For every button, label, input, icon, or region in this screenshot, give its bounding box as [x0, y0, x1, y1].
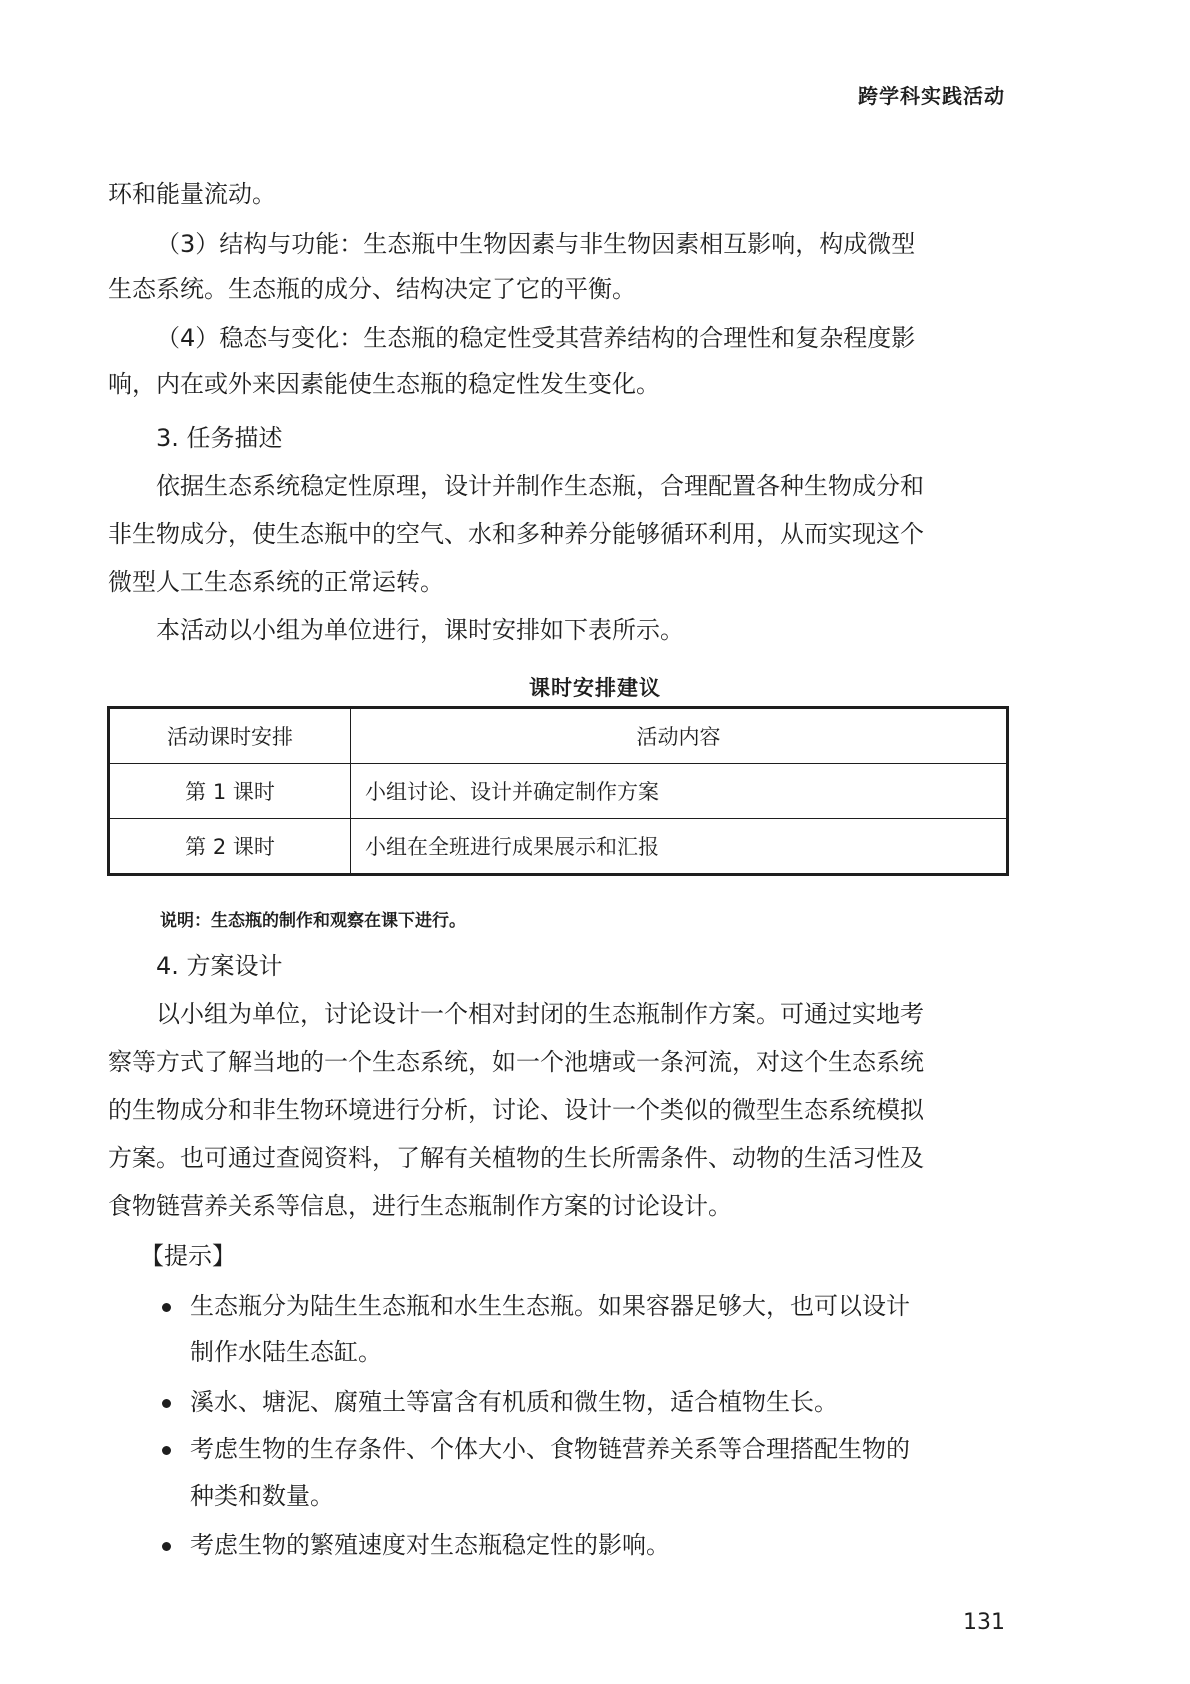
tip-item-line: 生态瓶分为陆生生态瓶和水生生态瓶。如果容器足够大，也可以设计 [190, 1292, 910, 1320]
body-line: 察等方式了解当地的一个生态系统，如一个池塘或一条河流，对这个生态系统 [108, 1048, 924, 1076]
table-caption: 课时安排建议 [529, 676, 661, 700]
table-cell: 第 2 课时 [109, 819, 351, 875]
table-cell: 小组讨论、设计并确定制作方案 [351, 764, 1008, 819]
table-cell: 小组在全班进行成果展示和汇报 [351, 819, 1008, 875]
table-header-cell: 活动内容 [351, 708, 1008, 764]
body-line: 本活动以小组为单位进行，课时安排如下表所示。 [156, 616, 684, 644]
body-line: 食物链营养关系等信息，进行生态瓶制作方案的讨论设计。 [108, 1192, 732, 1220]
running-header-title: 跨学科实践活动 [858, 84, 1005, 108]
bullet-icon [162, 1446, 171, 1455]
body-line: 微型人工生态系统的正常运转。 [108, 568, 444, 596]
body-line: （4）稳态与变化：生态瓶的稳定性受其营养结构的合理性和复杂程度影 [156, 324, 916, 352]
tip-item-line: 考虑生物的繁殖速度对生态瓶稳定性的影响。 [190, 1531, 670, 1559]
body-line: 的生物成分和非生物环境进行分析，讨论、设计一个类似的微型生态系统模拟 [108, 1096, 924, 1124]
tip-item-line: 种类和数量。 [190, 1482, 334, 1510]
bullet-icon [162, 1542, 171, 1551]
tip-item-line: 制作水陆生态缸。 [190, 1338, 382, 1366]
table-header-row [109, 708, 1008, 764]
tip-item-line: 溪水、塘泥、腐殖土等富含有机质和微生物，适合植物生长。 [190, 1388, 838, 1416]
table-header-cell: 活动课时安排 [109, 708, 351, 764]
table-note: 说明：生态瓶的制作和观察在课下进行。 [160, 911, 466, 931]
schedule-table [107, 706, 1009, 876]
body-line: 环和能量流动。 [108, 180, 276, 208]
tip-item-line: 考虑生物的生存条件、个体大小、食物链营养关系等合理搭配生物的 [190, 1435, 910, 1463]
section-heading-task-description: 3. 任务描述 [156, 424, 283, 452]
table-row [109, 819, 1008, 875]
bullet-icon [162, 1399, 171, 1408]
table-cell: 第 1 课时 [109, 764, 351, 819]
tip-label: 【提示】 [140, 1242, 236, 1270]
page-number: 131 [963, 1610, 1005, 1635]
body-line: 响，内在或外来因素能使生态瓶的稳定性发生变化。 [108, 370, 660, 398]
body-line: 非生物成分，使生态瓶中的空气、水和多种养分能够循环利用，从而实现这个 [108, 520, 924, 548]
bullet-icon [162, 1303, 171, 1312]
body-line: 依据生态系统稳定性原理，设计并制作生态瓶，合理配置各种生物成分和 [156, 472, 924, 500]
section-heading-plan-design: 4. 方案设计 [156, 952, 283, 980]
body-line: 生态系统。生态瓶的成分、结构决定了它的平衡。 [108, 275, 636, 303]
table-row [109, 764, 1008, 819]
body-line: 以小组为单位，讨论设计一个相对封闭的生态瓶制作方案。可通过实地考 [156, 1000, 924, 1028]
body-line: （3）结构与功能：生态瓶中生物因素与非生物因素相互影响，构成微型 [156, 230, 916, 258]
body-line: 方案。也可通过查阅资料，了解有关植物的生长所需条件、动物的生活习性及 [108, 1144, 924, 1172]
